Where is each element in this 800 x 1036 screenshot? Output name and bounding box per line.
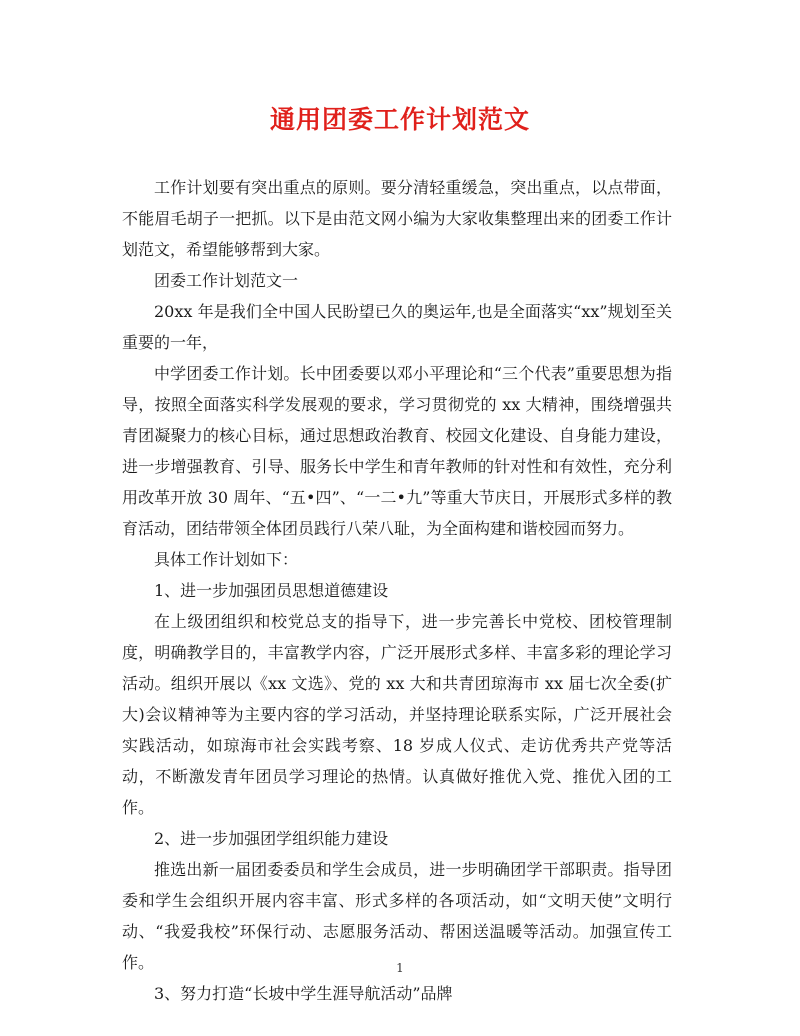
paragraph-olympic-year: 20xx 年是我们全中国人民盼望已久的奥运年,也是全面落实“xx”规划至关重要的一年， <box>122 302 672 352</box>
section-heading-specific-plan: 具体工作计划如下： <box>154 550 299 569</box>
paragraph-intro: 工作计划要有突出重点的原则。要分清轻重缓急，突出重点，以点带面，不能眉毛胡子一把抓。以下是由范文网小编为大家收集整理出来的团委工作计划范文，希望能够帮到大家。 <box>122 178 672 259</box>
item-heading-3: 3、努力打造“长坡中学生涯导航活动”品牌 <box>154 984 453 1003</box>
document-title: 通用团委工作计划范文 <box>269 105 530 134</box>
paragraph-plan-overview: 中学团委工作计划。长中团委要以邓小平理论和“三个代表”重要思想为指导，按照全面落实科学发展观的要求，学习贯彻党的 xx 大精神，围绕增强共青团凝聚力的核心目标，通过思想政治教育、校园文化建设、自身能力建设，进一步增强教育、引导、服务长中学生和青年教师的针对性和有效性，充分利用改革开放 30 周年、“五•四”、“一二•九”等重大节庆日，开展形式多样的教育活动，团结带领全体团员践行八荣八耻，为全面构建和谐校园而努力。 <box>122 364 672 538</box>
item-heading-1: 1、进一步加强团员思想道德建设 <box>154 581 389 600</box>
paragraph-item-1: 在上级团组织和校党总支的指导下，进一步完善长中党校、团校管理制度，明确教学目的，丰富教学内容，广泛开展形式多样、丰富多彩的理论学习活动。组织开展以《xx 文选》、党的 xx 大和共青团琼海市 xx 届七次全委(扩大)会议精神等为主要内容的学习活动，并坚持理论联系实际，广泛开展社会实践活动，如琼海市社会实践考察、18 岁成人仪式、走访优秀共产党等活动，不断激发青年团员学习理论的热情。认真做好推优入党、推优入团的工作。 <box>122 612 672 817</box>
document-body <box>122 172 672 1009</box>
paragraph-item-2: 推选出新一届团委委员和学生会成员，进一步明确团学干部职责。指导团委和学生会组织开展内容丰富、形式多样的各项活动，如“文明天使”文明行动、“我爱我校”环保行动、志愿服务活动、帮困送温暖等活动。加强宣传工作。 <box>122 860 672 972</box>
page-number: 1 <box>396 961 404 975</box>
item-heading-2: 2、进一步加强团学组织能力建设 <box>154 829 389 848</box>
section-heading-plan-one: 团委工作计划范文一 <box>154 271 299 290</box>
